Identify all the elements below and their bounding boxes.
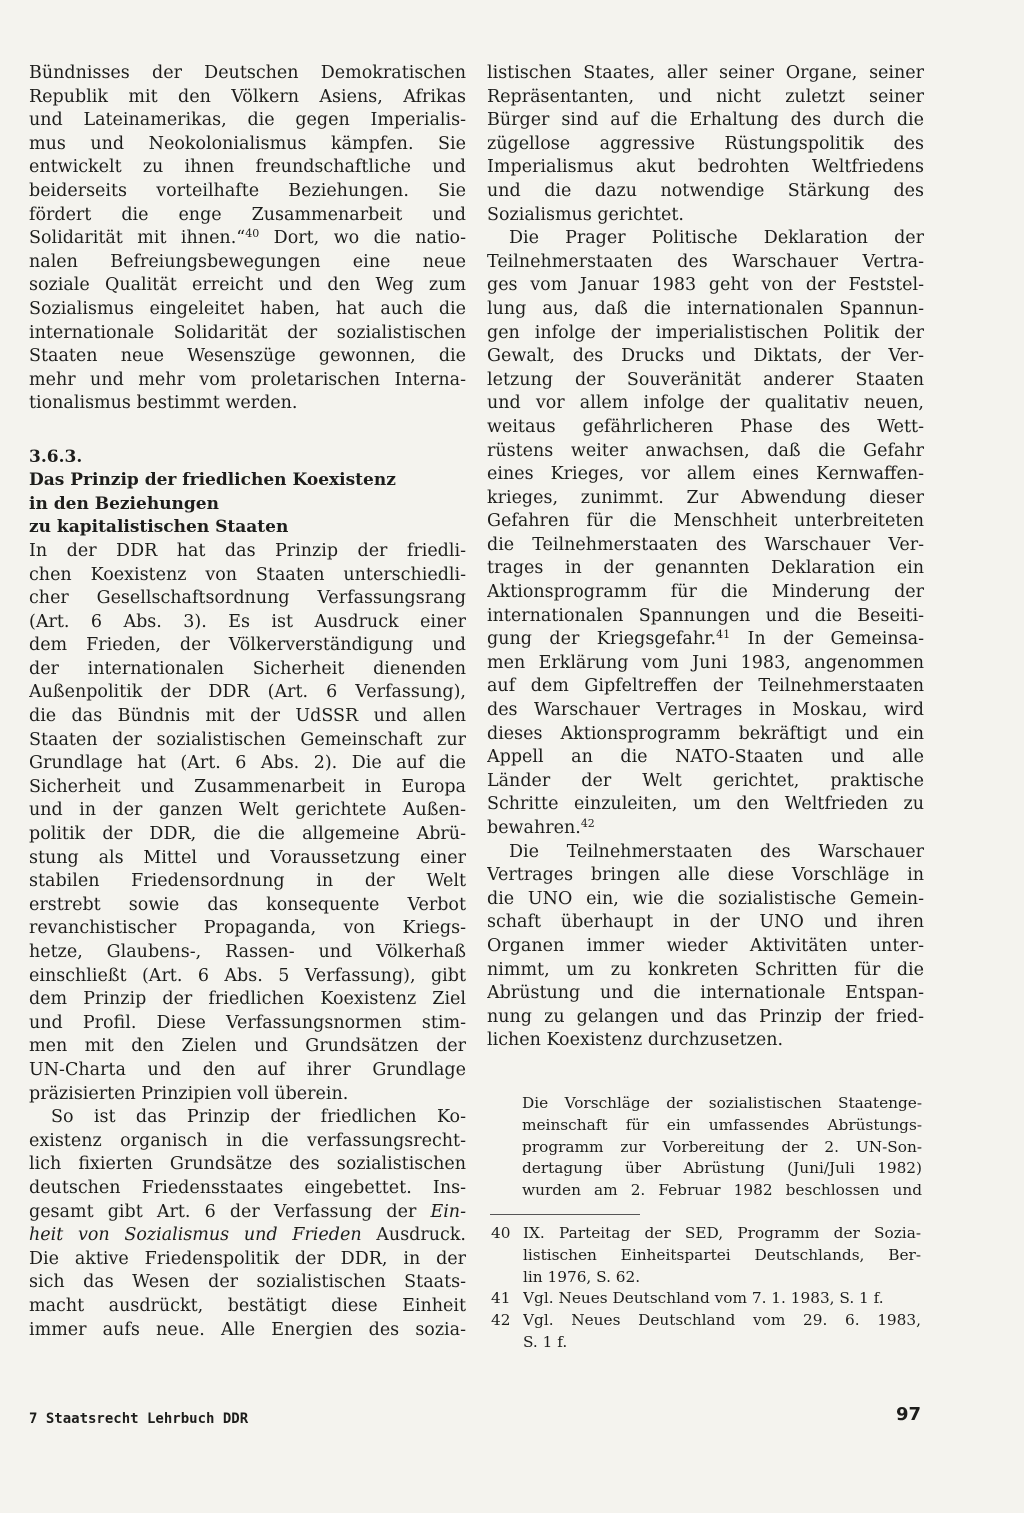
text-line: und Lateinamerikas, die gegen Imperialis-	[29, 110, 466, 131]
text-line: ges vom Januar 1983 geht von der Feststel-	[487, 275, 924, 296]
text-line: fördert die enge Zusammenarbeit und	[29, 204, 466, 225]
paragraph	[29, 540, 466, 1106]
footnote-line: Vgl. Neues Deutschland vom 7. 1. 1983, S. 1 f.	[523, 1289, 884, 1308]
footnote-ref: 42	[580, 817, 595, 830]
text-line: dieses Aktionsprogramm bekräftigt und ein	[487, 723, 924, 744]
text-run: gesamt gibt Art. 6 der Verfassung der	[29, 1201, 431, 1222]
text-line: Grundlage hat (Art. 6 Abs. 2). Die auf die	[29, 753, 466, 774]
text-line: die das Bündnis mit der UdSSR und allen	[29, 706, 466, 727]
text-line: chen Koexistenz von Staaten unterschiedli-	[29, 564, 466, 585]
text-line: revanchistischer Propaganda, von Kriegs-	[29, 918, 466, 939]
footnotes	[491, 1223, 921, 1354]
footnote	[491, 1310, 921, 1354]
text-line	[29, 1201, 466, 1225]
section-title: Das Prinzip der friedlichen Koexistenz	[29, 470, 396, 491]
text-line: lichen Koexistenz durchzusetzen.	[487, 1030, 784, 1051]
text-line: Die Teilnehmerstaaten des Warschauer	[509, 841, 924, 862]
text-line: stabilen Friedensordnung in der Welt	[29, 871, 466, 892]
text-line: Repräsentanten, und nicht zuletzt seiner	[487, 86, 924, 107]
text-line: Bündnisses der Deutschen Demokratischen	[29, 63, 466, 83]
text-line: die Teilnehmerstaaten des Warschauer Ver-	[487, 534, 924, 555]
text-line: Appell an die NATO-Staaten und alle	[487, 747, 924, 768]
text-line: sich das Wesen der sozialistischen Staats-	[29, 1272, 466, 1293]
text-line: trages in der genannten Deklaration ein	[487, 558, 924, 579]
paragraph	[487, 841, 924, 1053]
text-line: Staaten der sozialistischen Gemeinschaft zur	[29, 729, 466, 750]
text-run: bewahren.	[487, 818, 581, 838]
text-line: der internationalen Sicherheit dienenden	[29, 658, 466, 679]
note-line: meinschaft für ein umfassendes Abrüstungs-	[522, 1115, 922, 1134]
footnote	[491, 1223, 921, 1288]
text-run: In der Gemeinsa-	[730, 629, 924, 650]
text-line: Sozialismus gerichtet.	[487, 204, 684, 225]
text-line: Bürger sind auf die Erhaltung des durch die	[487, 110, 924, 131]
text-line: zügellose aggressive Rüstungspolitik des	[487, 133, 924, 154]
text-line	[487, 628, 924, 652]
text-line: erstrebt sowie das konsequente Verbot	[29, 894, 466, 915]
footnote-divider	[490, 1214, 640, 1215]
footnote-number: 42	[491, 1311, 511, 1330]
text-line: immer aufs neue. Alle Energien des sozia-	[29, 1319, 466, 1340]
text-line: die UNO ein, wie die sozialistische Gemein-	[487, 888, 924, 909]
text-line: Organen immer wieder Aktivitäten unter-	[487, 935, 924, 956]
text-run: Solidarität mit ihnen.“	[29, 228, 246, 249]
text-line: des Warschauer Vertrages in Moskau, wird	[487, 700, 924, 721]
text-line: Imperialismus akut bedrohten Weltfriedens	[487, 157, 924, 178]
text-line	[29, 1224, 466, 1248]
text-line: Vertrages bringen alle diese Vorschläge in	[487, 865, 924, 886]
footnote-ref: 41	[716, 628, 731, 642]
text-line	[29, 227, 466, 251]
footnote-line: IX. Parteitag der SED, Programm der Sozia-	[523, 1224, 921, 1242]
text-line: schaft überhaupt in der UNO und ihren	[487, 912, 924, 933]
text-line: mus und Neokolonialismus kämpfen. Sie	[29, 133, 466, 154]
text-run: Dort, wo die natio-	[259, 228, 466, 249]
paragraph	[487, 62, 924, 227]
footnote-number: 40	[491, 1224, 511, 1242]
text-line: Länder der Welt gerichtet, praktische	[487, 770, 924, 791]
text-run-italic: Ein-	[430, 1201, 466, 1222]
text-line: politik der DDR, die die allgemeine Abrü-	[29, 824, 466, 845]
text-line: macht ausdrückt, bestätigt diese Einheit	[29, 1295, 466, 1316]
text-line: auf dem Gipfeltreffen der Teilnehmerstaaten	[487, 676, 924, 697]
text-line: Gefahren für die Menschheit unterbreiteten	[487, 511, 924, 532]
footnote-line: S. 1 f.	[523, 1332, 568, 1351]
footnote-line: lin 1976, S. 62.	[523, 1267, 641, 1286]
text-line: listischen Staates, aller seiner Organe, seiner	[487, 63, 924, 83]
text-line: internationalen Spannungen und die Beseiti-	[487, 605, 924, 626]
text-line: letzung der Souveränität anderer Staaten	[487, 369, 924, 390]
footnote-ref: 40	[245, 227, 260, 241]
text-line: tionalismus bestimmt werden.	[29, 393, 298, 414]
text-line: men Erklärung vom Juni 1983, angenommen	[487, 652, 924, 673]
text-line: So ist das Prinzip der friedlichen Ko-	[51, 1107, 466, 1128]
text-line: men mit den Zielen und Grundsätzen der	[29, 1036, 466, 1057]
paragraph	[29, 1106, 466, 1342]
text-line: Sozialismus eingeleitet haben, hat auch die	[29, 298, 466, 319]
text-line: Sicherheit und Zusammenarbeit in Europa	[29, 776, 466, 797]
text-line: In der DDR hat das Prinzip der friedli-	[29, 540, 466, 561]
text-line: Die Prager Politische Deklaration der	[509, 228, 924, 249]
text-line: einschließt (Art. 6 Abs. 5 Verfassung), gibt	[29, 965, 466, 986]
text-line: und vor allem infolge der qualitativ neuen,	[487, 393, 924, 414]
text-line: und die dazu notwendige Stärkung des	[487, 180, 924, 201]
text-line: Republik mit den Völkern Asiens, Afrikas	[29, 86, 466, 107]
footnote	[491, 1288, 921, 1310]
text-line: nimmt, um zu konkreten Schritten für die	[487, 959, 924, 980]
paragraph	[487, 227, 924, 840]
text-line: Gewalt, des Drucks und Diktats, der Ver-	[487, 346, 924, 367]
paragraph	[29, 62, 466, 416]
text-line: Teilnehmerstaaten des Warschauer Vertra-	[487, 251, 924, 272]
note-line: programm zur Vorbereitung der 2. UN-Son-	[522, 1137, 922, 1156]
text-line: präzisierten Prinzipien voll überein.	[29, 1083, 349, 1104]
text-line: lich fixierten Grundsätze des sozialistischen	[29, 1154, 466, 1175]
text-line: cher Gesellschaftsordnung Verfassungsrang	[29, 588, 466, 609]
text-line: rüstens weiter anwachsen, daß die Gefahr	[487, 440, 924, 461]
side-note	[522, 1093, 922, 1202]
text-line: internationale Solidarität der sozialistischen	[29, 322, 466, 343]
footnote-line: listischen Einheitspartei Deutschlands, Ber-	[523, 1245, 921, 1264]
text-line: entwickelt zu ihnen freundschaftliche und	[29, 157, 466, 178]
section-number: 3.6.3.	[29, 446, 83, 467]
text-line: Schritte einzuleiten, um den Weltfrieden zu	[487, 794, 924, 815]
text-line: Die aktive Friedenspolitik der DDR, in der	[29, 1248, 466, 1269]
text-line: stung als Mittel und Voraussetzung einer	[29, 847, 466, 868]
footer-signature: 7 Staatsrecht Lehrbuch DDR	[29, 1411, 249, 1427]
text-line: beiderseits vorteilhafte Beziehungen. Sie	[29, 180, 466, 201]
text-line: krieges, zunimmt. Zur Abwendung dieser	[487, 487, 924, 508]
note-line: dertagung über Abrüstung (Juni/Juli 1982)	[522, 1159, 922, 1178]
text-line: dem Frieden, der Völkerverständigung und	[29, 635, 466, 656]
text-line: (Art. 6 Abs. 3). Es ist Ausdruck einer	[29, 611, 466, 632]
text-line: Aktionsprogramm für die Minderung der	[487, 582, 924, 603]
text-line: dem Prinzip der friedlichen Koexistenz Ziel	[29, 989, 466, 1010]
text-run: Ausdruck.	[361, 1225, 466, 1246]
section-title: zu kapitalistischen Staaten	[29, 517, 289, 538]
footnote-number: 41	[491, 1289, 511, 1308]
left-column	[29, 62, 466, 1342]
right-column	[487, 62, 924, 1053]
text-line: UN-Charta und den auf ihrer Grundlage	[29, 1059, 466, 1080]
text-line: nung zu gelangen und das Prinzip der fried-	[487, 1006, 924, 1027]
page-number: 97	[896, 1404, 922, 1425]
text-line: Außenpolitik der DDR (Art. 6 Verfassung),	[29, 682, 466, 703]
text-line: Abrüstung und die internationale Entspan-	[487, 983, 924, 1004]
text-line: Staaten neue Wesenszüge gewonnen, die	[29, 346, 466, 367]
text-line: lung aus, daß die internationalen Spannun-	[487, 298, 924, 319]
text-line: existenz organisch in die verfassungsrecht-	[29, 1130, 466, 1151]
section-title: in den Beziehungen	[29, 493, 219, 514]
text-line: eines Krieges, vor allem eines Kernwaffen-	[487, 464, 924, 485]
text-line	[487, 817, 924, 841]
note-line: wurden am 2. Februar 1982 beschlossen und	[522, 1181, 922, 1200]
text-line: weitaus gefährlicheren Phase des Wett-	[487, 416, 924, 437]
text-line: deutschen Friedensstaates eingebettet. Ins-	[29, 1177, 466, 1198]
footnote-line: Vgl. Neues Deutschland vom 29. 6. 1983,	[523, 1311, 921, 1330]
text-line: gen infolge der imperialistischen Politik der	[487, 322, 924, 343]
text-line: soziale Qualität erreicht und den Weg zum	[29, 275, 466, 296]
text-line: nalen Befreiungsbewegungen eine neue	[29, 251, 466, 272]
note-line: Die Vorschläge der sozialistischen Staatenge-	[522, 1094, 922, 1112]
text-line: und Profil. Diese Verfassungsnormen stim-	[29, 1012, 466, 1033]
text-line: hetze, Glaubens-, Rassen- und Völkerhaß	[29, 942, 466, 962]
text-run-italic: heit von Sozialismus und Frieden	[29, 1225, 362, 1246]
text-run: gung der Kriegsgefahr.	[487, 629, 717, 650]
text-line: mehr und mehr vom proletarischen Interna-	[29, 369, 466, 390]
text-line: und in der ganzen Welt gerichtete Außen-	[29, 800, 466, 821]
